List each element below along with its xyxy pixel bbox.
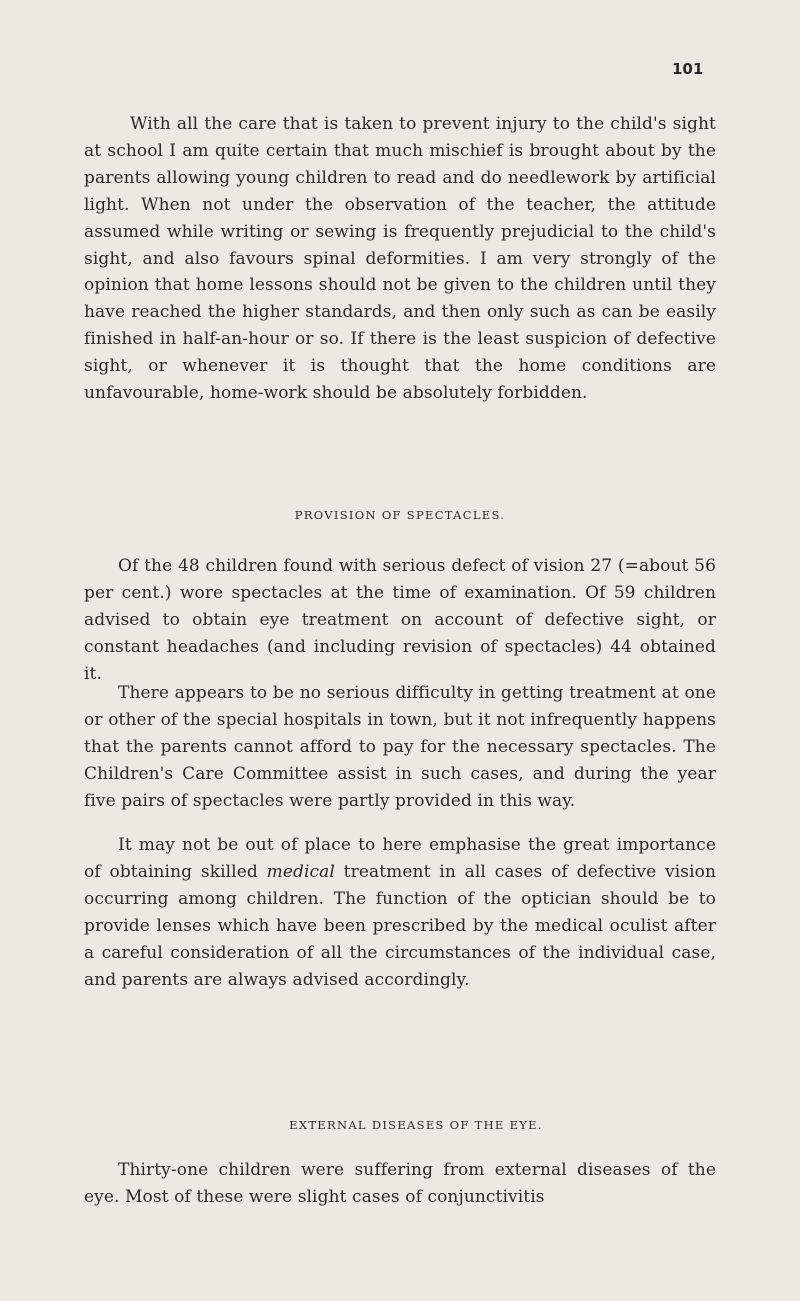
paragraph-medical-treatment <box>84 832 716 993</box>
paragraph-medical-treatment-text-start: It may not be out of place to here emphasise the great importance of obtaining skilled <box>84 835 716 882</box>
page-number: 101 <box>672 60 704 78</box>
section-heading-provision-of-spectacles: PROVISION OF SPECTACLES. <box>294 508 506 522</box>
paragraph-home-lessons: With all the care that is taken to prevent injury to the child's sight at school I am quite certain that much mischief is brought about by the parents allowing young children to read and do needlework by artificial light. When not under the observation of the teacher, the attitude assumed while writing or sewing is frequently prejudicial to the child's sight, and also favours spinal deformities. I am very strongly of the opinion that home lessons should not be given to the children until they have reached the higher standards, and then only such as can be easily finished in half-an-hour or so. If there is the least suspicion of defective sight, or whenever it is thought that the home conditions are unfavourable, home-work should be absolutely forbidden. <box>84 114 716 404</box>
paragraph-medical-treatment-text-end: treatment in all cases of defective vision occurring among children. The function of the optician should be to provide lenses which have been prescribed by the medical oculist after a careful consideration of all the circumstances of the individual case, and parents are always advised accordingly. <box>84 861 716 990</box>
paragraph-treatment-hospitals: There appears to be no serious difficulty in getting treatment at one or other of the special hospitals in town, but it not infrequently happens that the parents cannot afford to pay for the necessary spectacles. The Children's Care Committee assist in such cases, and during the year five pairs of spectacles were partly provided in this way. <box>84 683 716 811</box>
paragraph-external-diseases: Thirty-one children were suffering from external diseases of the eye. Most of these were slight cases of conjunctivitis <box>84 1160 716 1207</box>
paragraph-spectacles-statistics: Of the 48 children found with serious defect of vision 27 (=about 56 per cent.) wore spectacles at the time of examination. Of 59 children advised to obtain eye treatment on account of defective sight, or constant headaches (and including revision of spectacles) 44 obtained it. <box>84 556 716 684</box>
emphasis-medical: medical <box>266 861 335 882</box>
section-heading-external-diseases: EXTERNAL DISEASES OF THE EYE. <box>289 1118 543 1132</box>
